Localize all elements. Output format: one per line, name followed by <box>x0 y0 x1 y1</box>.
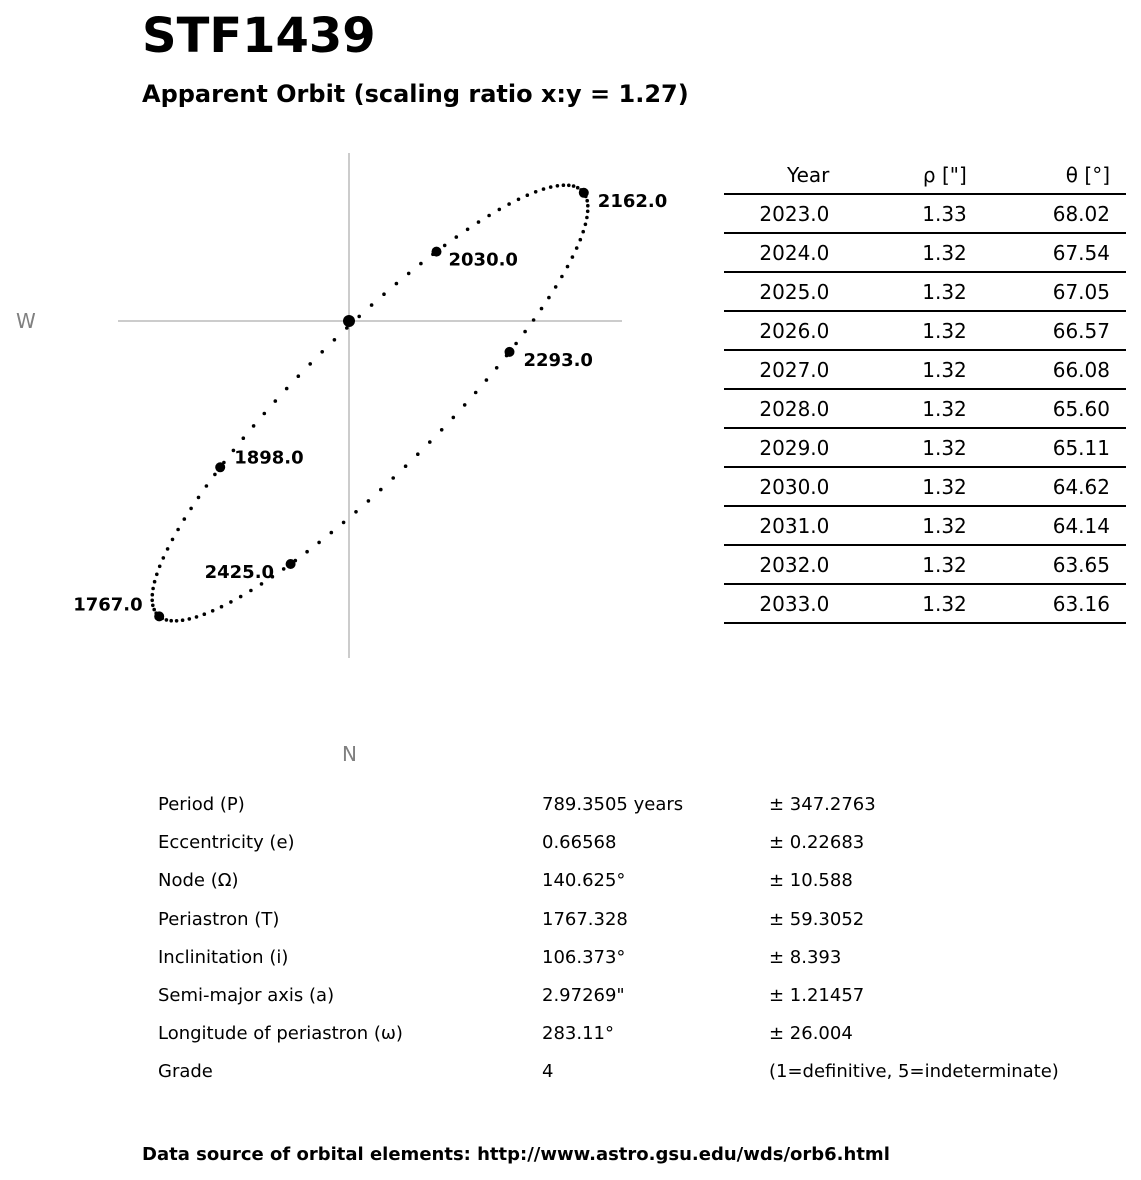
element-name: Inclinitation (i) <box>158 946 289 968</box>
rho-cell: 1.32 <box>829 584 967 623</box>
orbit-point <box>211 609 215 613</box>
orbit-point <box>183 517 187 521</box>
orbit-point <box>176 528 180 532</box>
orbit-point <box>554 285 558 289</box>
orbit-point <box>165 618 169 622</box>
orbit-point <box>485 378 489 382</box>
year-cell: 2027.0 <box>724 350 829 389</box>
element-value: 106.373° <box>542 946 626 968</box>
orbit-point <box>367 499 371 503</box>
orbit-point <box>213 473 217 477</box>
epoch-marker <box>505 347 515 357</box>
orbit-point <box>549 185 553 189</box>
epoch-label: 2293.0 <box>523 349 593 371</box>
epoch-label: 2030.0 <box>448 249 518 271</box>
orbit-point <box>440 428 444 432</box>
rho-cell: 1.32 <box>829 467 967 506</box>
orbit-point <box>498 208 502 212</box>
orbit-point <box>152 608 156 612</box>
epoch-marker <box>579 188 589 198</box>
orbit-point <box>320 350 324 354</box>
year-cell: 2025.0 <box>724 272 829 311</box>
theta-header: θ [°] <box>968 156 1126 194</box>
rho-cell: 1.32 <box>829 233 967 272</box>
ephemeris-row <box>724 194 1126 233</box>
year-cell: 2030.0 <box>724 467 829 506</box>
year-cell: 2032.0 <box>724 545 829 584</box>
orbit-point <box>514 342 518 346</box>
orbit-point <box>175 619 179 623</box>
element-error: ± 347.2763 <box>769 794 876 815</box>
primary-star <box>343 315 355 327</box>
orbit-point <box>517 198 521 202</box>
data-source-footer: Data source of orbital elements: http://www.astro.gsu.edu/wds/orb6.html <box>142 1144 890 1165</box>
rho-cell: 1.32 <box>829 350 967 389</box>
epoch-label: 1767.0 <box>73 594 143 616</box>
element-value: 140.625° <box>542 870 626 892</box>
chart-subtitle: Apparent Orbit (scaling ratio x:y = 1.27) <box>142 80 689 108</box>
rho-header: ρ ["] <box>829 156 967 194</box>
year-cell: 2026.0 <box>724 311 829 350</box>
orbit-point <box>556 184 560 188</box>
theta-cell: 64.62 <box>968 467 1126 506</box>
ephemeris-row <box>724 428 1126 467</box>
rho-cell: 1.32 <box>829 272 967 311</box>
orbit-point <box>495 366 499 370</box>
orbit-point <box>452 416 456 420</box>
rho-cell: 1.32 <box>829 311 967 350</box>
orbit-point <box>382 292 386 296</box>
ephemeris-row <box>724 506 1126 545</box>
orbit-point <box>579 238 583 242</box>
epoch-marker <box>286 559 296 569</box>
theta-cell: 66.08 <box>968 350 1126 389</box>
orbit-point <box>395 282 399 286</box>
orbit-point <box>507 202 511 206</box>
orbit-point <box>575 246 579 250</box>
orbit-point <box>581 230 585 234</box>
orbit-point <box>150 599 154 603</box>
orbit-point <box>379 488 383 492</box>
orbit-point <box>155 573 159 577</box>
orbit-dots <box>150 183 589 622</box>
year-cell: 2033.0 <box>724 584 829 623</box>
element-name: Node (Ω) <box>158 870 239 892</box>
orbit-point <box>586 204 590 208</box>
rho-cell: 1.32 <box>829 428 967 467</box>
orbit-point <box>151 604 155 608</box>
ephemeris-header-row <box>724 156 1126 194</box>
orbit-point <box>285 387 289 391</box>
orbit-point <box>203 612 207 616</box>
north-label: N <box>342 742 357 766</box>
orbit-point <box>263 412 267 416</box>
theta-cell: 66.57 <box>968 311 1126 350</box>
epoch-marker <box>154 611 164 621</box>
orbit-point <box>317 541 321 545</box>
element-name: Semi-major axis (a) <box>158 984 335 1006</box>
orbit-point <box>443 244 447 248</box>
element-error: ± 26.004 <box>769 1023 853 1045</box>
ephemeris-row <box>724 545 1126 584</box>
orbit-point <box>463 403 467 407</box>
element-value: 4 <box>542 1061 554 1083</box>
orbit-point <box>487 214 491 218</box>
star-title: STF1439 <box>142 8 376 64</box>
theta-cell: 63.16 <box>968 584 1126 623</box>
orbit-point <box>354 510 358 514</box>
theta-cell: 68.02 <box>968 194 1126 233</box>
orbit-point <box>584 223 588 227</box>
orbit-point <box>370 303 374 307</box>
element-value: 283.11° <box>542 1023 614 1045</box>
element-value: 0.66568 <box>542 832 617 854</box>
ephemeris-row <box>724 467 1126 506</box>
ephemeris-table <box>724 156 1126 624</box>
orbit-point <box>474 391 478 395</box>
ephemeris-row <box>724 233 1126 272</box>
orbit-point <box>547 296 551 300</box>
orbit-point <box>151 593 155 597</box>
element-name: Longitude of periastron (ω) <box>158 1023 403 1045</box>
ephemeris-row <box>724 350 1126 389</box>
orbit-point <box>526 193 530 197</box>
element-value: 1767.328 <box>542 908 628 930</box>
orbit-point <box>560 275 564 279</box>
orbit-point <box>169 619 173 623</box>
epoch-marker <box>432 247 442 257</box>
ephemeris-row <box>724 389 1126 428</box>
orbit-point <box>158 565 162 569</box>
element-error: ± 59.3052 <box>769 908 865 930</box>
orbit-point <box>220 605 224 609</box>
orbit-point <box>197 496 201 500</box>
theta-cell: 65.60 <box>968 389 1126 428</box>
orbit-point <box>239 595 243 599</box>
theta-cell: 65.11 <box>968 428 1126 467</box>
orbit-point <box>188 617 192 621</box>
epoch-label: 2425.0 <box>204 562 275 583</box>
orbit-plot <box>0 140 700 780</box>
west-label: W <box>16 309 36 333</box>
element-name: Grade <box>158 1061 213 1083</box>
year-header: Year <box>724 156 829 194</box>
orbit-point <box>330 531 334 535</box>
orbit-point <box>542 187 546 191</box>
element-error: ± 8.393 <box>769 946 842 968</box>
orbit-point <box>585 199 589 203</box>
element-error: ± 1.21457 <box>769 984 865 1006</box>
year-cell: 2031.0 <box>724 506 829 545</box>
orbit-point <box>249 589 253 593</box>
orbit-point <box>477 220 481 224</box>
orbit-point <box>534 190 538 194</box>
element-error: ± 0.22683 <box>769 832 865 854</box>
theta-cell: 63.65 <box>968 545 1126 584</box>
orbit-point <box>342 521 346 525</box>
orbit-point <box>357 315 361 319</box>
epoch-marker <box>215 462 225 472</box>
orbit-point <box>333 338 337 342</box>
year-cell: 2023.0 <box>724 194 829 233</box>
ephemeris-row <box>724 584 1126 623</box>
orbit-point <box>419 262 423 266</box>
orbit-point <box>308 362 312 366</box>
orbit-point <box>407 272 411 276</box>
orbit-point <box>151 587 155 591</box>
rho-cell: 1.32 <box>829 545 967 584</box>
orbit-point <box>153 580 157 584</box>
rho-cell: 1.33 <box>829 194 967 233</box>
orbit-point <box>171 538 175 542</box>
ephemeris-row <box>724 311 1126 350</box>
element-name: Periastron (T) <box>158 908 280 930</box>
orbit-point <box>189 507 193 511</box>
rho-cell: 1.32 <box>829 506 967 545</box>
ephemeris-row <box>724 272 1126 311</box>
orbit-point <box>585 216 589 220</box>
orbit-point <box>455 235 459 239</box>
element-name: Eccentricity (e) <box>158 832 295 854</box>
orbit-point <box>416 452 420 456</box>
orbit-point <box>523 330 527 334</box>
theta-cell: 67.05 <box>968 272 1126 311</box>
epoch-label: 1898.0 <box>234 447 304 469</box>
orbit-point <box>567 184 571 188</box>
orbit-point <box>562 183 566 187</box>
epoch-label: 2162.0 <box>597 190 668 212</box>
epoch-marks <box>73 188 667 622</box>
orbit-point <box>572 184 576 188</box>
element-value: 789.3505 years <box>542 794 684 815</box>
orbit-point <box>571 255 575 259</box>
orbit-point <box>195 615 199 619</box>
theta-cell: 64.14 <box>968 506 1126 545</box>
orbit-point <box>282 567 286 571</box>
orbit-point <box>428 440 432 444</box>
orbit-point <box>162 556 166 560</box>
orbit-point <box>404 464 408 468</box>
year-cell: 2029.0 <box>724 428 829 467</box>
orbit-point <box>566 265 570 269</box>
orbit-point <box>576 186 580 190</box>
orbit-point <box>181 618 185 622</box>
theta-cell: 67.54 <box>968 233 1126 272</box>
orbit-point <box>391 476 395 480</box>
element-name: Period (P) <box>158 794 245 815</box>
year-cell: 2028.0 <box>724 389 829 428</box>
rho-cell: 1.32 <box>829 389 967 428</box>
orbit-point <box>229 600 233 604</box>
orbit-point <box>532 318 536 322</box>
element-error: (1=definitive, 5=indeterminate) <box>769 1061 1059 1083</box>
orbit-point <box>586 210 590 214</box>
orbit-point <box>540 307 544 311</box>
element-error: ± 10.588 <box>769 870 853 892</box>
orbit-point <box>205 484 209 488</box>
orbit-point <box>166 547 170 551</box>
orbit-point <box>242 436 246 440</box>
element-value: 2.97269" <box>542 984 625 1006</box>
orbit-point <box>297 374 301 378</box>
orbit-point <box>305 550 309 554</box>
orbit-point <box>466 228 470 232</box>
year-cell: 2024.0 <box>724 233 829 272</box>
orbit-point <box>274 399 278 403</box>
orbit-point <box>252 424 256 428</box>
